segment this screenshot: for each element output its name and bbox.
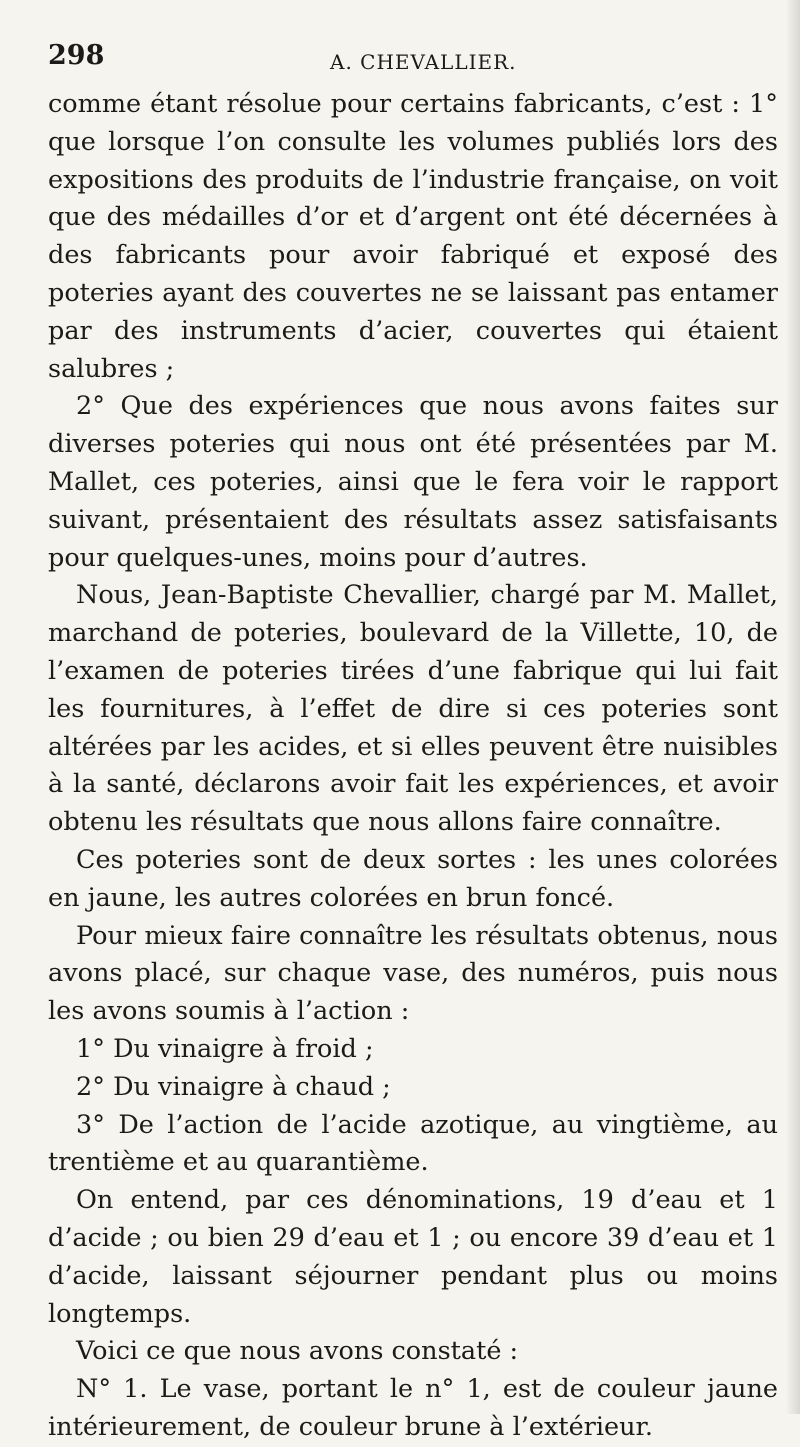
running-head: A. CHEVALLIER. <box>330 50 517 74</box>
paragraph-findings-intro: Voici ce que nous avons constaté : <box>76 1336 519 1367</box>
paragraph-pottery-types: Ces poteries sont de deux sortes : les unes colorées en jaune, les autres colorées en brun foncé. <box>48 844 778 913</box>
paragraph-continuation: comme étant résolue pour certains fabricants, c’est : 1° que lorsque l’on consulte les volumes publiés lors des expositions des produits de l’industrie française, on voit que des médailles d’or et d’argent ont été décernées à des fabricants pour avoir fabriqué et exposé des poteries ayant des couvertes ne se laissant pas entamer par des instruments d’acier, couvertes qui étaient salubres ; <box>48 89 778 384</box>
paragraph-declaration: Nous, Jean-Baptiste Chevallier, chargé par M. Mallet, marchand de poteries, boulevard de la Villette, 10, de l’examen de poteries tirées d’une fabrique qui lui fait les fournitures, à l’effet de dire si ces poteries sont altérées par les acides, et si elles peuvent être nuisibles à la santé, déclarons avoir fait les expériences, et avoir obtenu les résultats que nous allons faire connaître. <box>48 580 778 838</box>
paragraph-vase-1: N° 1. Le vase, portant le n° 1, est de couleur jaune intérieurement, de couleur brune à l’extérieur. <box>48 1374 778 1442</box>
list-item-hot-vinegar: 2° Du vinaigre à chaud ; <box>76 1071 391 1102</box>
paragraph-second-point: 2° Que des expériences que nous avons faites sur diverses poteries qui nous ont été présentées par M. Mallet, ces poteries, ainsi que le fera voir le rapport suivant, présentaient des résultats assez satisfaisants pour quelques-unes, moins pour d’autres. <box>48 391 778 573</box>
list-item-cold-vinegar: 1° Du vinaigre à froid ; <box>76 1033 374 1064</box>
page-number: 298 <box>48 40 105 71</box>
list-item-nitric-acid: 3° De l’action de l’acide azotique, au vingtième, au trentième et au quarantième. <box>48 1109 778 1178</box>
paragraph-method: Pour mieux faire connaître les résultats obtenus, nous avons placé, sur chaque vase, des numéros, puis nous les avons soumis à l’action : <box>48 920 778 1027</box>
paragraph-dilutions: On entend, par ces dénominations, 19 d’eau et 1 d’acide ; ou bien 29 d’eau et 1 ; ou encore 39 d’eau et 1 d’acide, laissant séjourner pendant plus ou moins longtemps. <box>48 1185 778 1329</box>
body-text <box>48 86 778 1447</box>
